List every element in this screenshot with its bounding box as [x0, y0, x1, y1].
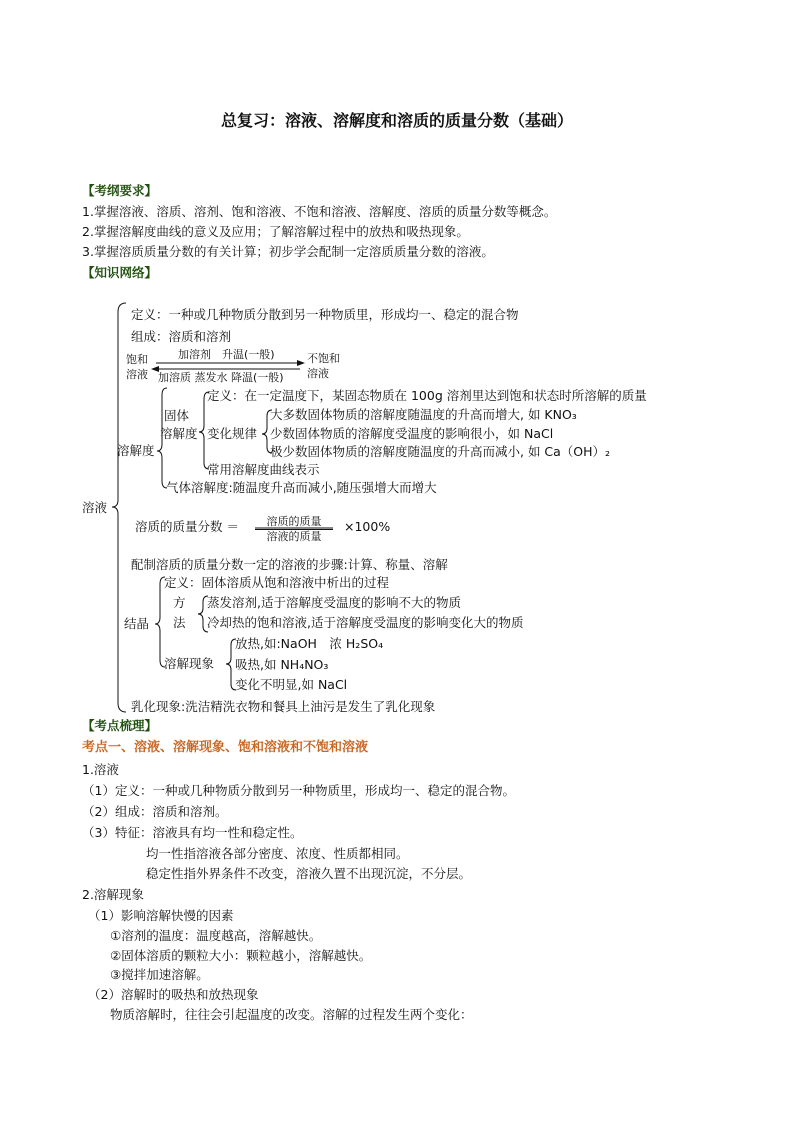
- body-line: （1）定义：一种或几种物质分散到另一种物质里，形成均一、稳定的混合物。: [82, 783, 515, 798]
- gas-solubility: 气体溶解度:随温度升高而减小,随压强增大而增大: [166, 480, 437, 495]
- arrow-top-label: 加溶剂 升温(一般): [178, 348, 275, 361]
- body-line: （2）溶解时的吸热和放热现象: [88, 987, 259, 1002]
- unsaturated-label-1: 不饱和: [307, 352, 340, 365]
- phenomenon-heat-absorb: 吸热,如 NH₄NO₃: [235, 657, 329, 672]
- solid-solubility-label-1: 固体: [164, 408, 190, 423]
- phenomenon-no-change: 变化不明显,如 NaCl: [235, 677, 348, 692]
- section-network: 【知识网络】: [82, 265, 158, 280]
- rule-2: 少数固体物质的溶解度受温度的影响很小，如 NaCl: [270, 426, 554, 441]
- page-title: 总复习：溶液、溶解度和溶质的质量分数（基础）: [220, 111, 573, 130]
- fraction-bar: [255, 529, 333, 530]
- exam-point-1-title: 考点一、溶液、溶解现象、饱和溶液和不饱和溶液: [82, 740, 369, 755]
- body-line: ③搅拌加速溶解。: [110, 967, 209, 982]
- solubility-label: 溶解度: [117, 443, 155, 458]
- body-line: 稳定性指外界条件不改变，溶液久置不出现沉淀，不分层。: [146, 866, 472, 881]
- emulsification: 乳化现象:洗洁精洗衣物和餐具上油污是发生了乳化现象: [131, 699, 436, 714]
- requirement-1: 1.掌握溶液、溶质、溶剂、饱和溶液、不饱和溶液、溶解度、溶质的质量分数等概念。: [82, 204, 557, 219]
- network-composition: 组成：溶质和溶剂: [131, 329, 232, 344]
- method-label-2: 法: [173, 615, 186, 630]
- network-definition: 定义：一种或几种物质分散到另一种物质里，形成均一、稳定的混合物: [131, 307, 519, 322]
- method-2: 冷却热的饱和溶液,适于溶解度受温度的影响变化大的物质: [207, 615, 524, 630]
- solid-solubility-definition: 定义：在一定温度下，某固态物质在 100g 溶剂里达到饱和状态时所溶解的质量: [207, 388, 647, 403]
- crystallization-label: 结晶: [124, 616, 150, 631]
- method-label-1: 方: [173, 595, 186, 610]
- section-requirements: 【考纲要求】: [82, 183, 158, 198]
- dissolution-phenomenon-label: 溶解现象: [164, 656, 215, 671]
- saturated-label-1: 饱和: [126, 353, 148, 366]
- saturated-label-2: 溶液: [126, 368, 148, 381]
- rule-1: 大多数固体物质的溶解度随温度的升高而增大, 如 KNO₃: [270, 407, 577, 422]
- requirement-2: 2.掌握溶解度曲线的意义及应用；了解溶解过程中的放热和吸热现象。: [82, 224, 469, 239]
- formula-numerator: 溶质的质量: [266, 515, 322, 528]
- body-line: ①溶剂的温度：温度越高，溶解越快。: [110, 928, 322, 943]
- section-exam-points: 【考点梳理】: [82, 718, 158, 733]
- unsaturated-label-2: 溶液: [307, 367, 329, 380]
- phenomenon-heat-release: 放热,如:NaOH 浓 H₂SO₄: [235, 636, 384, 651]
- body-line: 2.溶解现象: [82, 887, 144, 902]
- mass-fraction-label: 溶质的质量分数 ＝: [135, 519, 239, 534]
- formula-times: ×100%: [344, 519, 391, 534]
- body-line: 1.溶液: [82, 762, 119, 777]
- body-line: 物质溶解时，往往会引起温度的改变。溶解的过程发生两个变化：: [110, 1007, 473, 1022]
- arrow-bottom-label: 加溶质 蒸发水 降温(一般): [158, 371, 284, 384]
- crystallization-definition: 定义：固体溶质从饱和溶液中析出的过程: [164, 575, 390, 590]
- network-root: 溶液: [82, 500, 108, 515]
- change-rule-label: 变化规律: [207, 426, 258, 441]
- solid-solubility-label-2: 溶解度: [160, 426, 198, 441]
- formula-denominator: 溶液的质量: [266, 530, 322, 543]
- preparation-steps: 配制溶质的质量分数一定的溶液的步骤:计算、称量、溶解: [131, 557, 448, 572]
- body-line: （1）影响溶解快慢的因素: [88, 908, 234, 923]
- requirement-3: 3.掌握溶质质量分数的有关计算；初步学会配制一定溶质质量分数的溶液。: [82, 244, 494, 259]
- body-line: ②固体溶质的颗粒大小：颗粒越小，溶解越快。: [110, 948, 372, 963]
- body-line: （3）特征：溶液具有均一性和稳定性。: [82, 825, 303, 840]
- method-1: 蒸发溶剂,适于溶解度受温度的影响不大的物质: [207, 595, 461, 610]
- rule-3: 极少数固体物质的溶解度随温度的升高而减小, 如 Ca（OH）₂: [270, 444, 611, 459]
- body-line: （2）组成：溶质和溶剂。: [82, 804, 228, 819]
- body-line: 均一性指溶液各部分密度、浓度、性质都相同。: [146, 846, 409, 861]
- solubility-curve: 常用溶解度曲线表示: [207, 462, 320, 477]
